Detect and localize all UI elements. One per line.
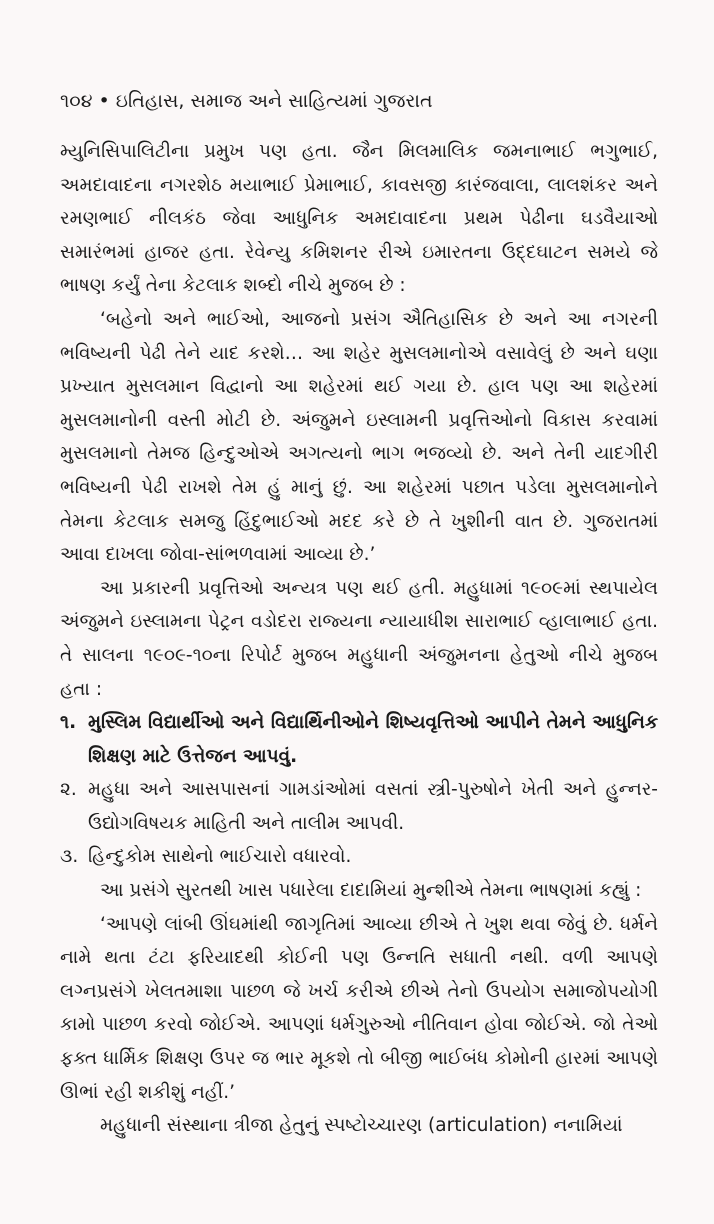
list-item-text: હિન્દુકોમ સાથેનો ભાઈચારો વધારવો. xyxy=(88,846,352,868)
list-item-number: ૧. xyxy=(60,712,77,734)
list-item-number: ૨. xyxy=(60,779,77,801)
header-separator: • xyxy=(98,90,110,112)
page-number: ૧૦૪ xyxy=(60,90,93,112)
running-header xyxy=(60,88,433,114)
paragraph-continuation: મ્યુનિસિપાલિટીના પ્રમુખ પણ હતા. જૈન મિલમાલિક જમનાભાઈ ભગુભાઈ, અમદાવાદના નગરશેઠ મયાભાઈ પ્રેમાભાઈ, કાવસજી કારંજવાલા, લાલશંકર અને રમણભાઈ નીલકંઠ જેવા આધુનિક અમદાવાદના પ્રથમ પેઢીના ઘડવૈયાઓ સમારંભમાં હાજર હતા. રેવેન્યુ કમિશનર રીએ ઇમારતના ઉદ્દઘાટન સમયે જે ભાષણ કર્યું તેના કેટલાક શબ્દો નીચે મુજબ છે : xyxy=(60,141,658,297)
list-item-text: મુસ્લિમ વિદ્યાર્થીઓ અને વિદ્યાર્થિનીઓને શિષ્યવૃત્તિઓ આપીને તેમને આધુનિક શિક્ષણ માટે ઉત્તેજન આપવું. xyxy=(88,712,658,767)
objectives-list xyxy=(60,706,658,874)
list-item xyxy=(60,773,658,840)
book-title: ઇતિહાસ, સમાજ અને સાહિત્યમાં ગુજરાત xyxy=(115,90,433,112)
list-item-number: ૩. xyxy=(60,846,79,868)
paragraph-surat-speech-intro: આ પ્રસંગે સુરતથી ખાસ પધારેલા દાદામિયાં મુન્શીએ તેમના ભાષણમાં કહ્યું : xyxy=(100,880,642,902)
list-item-text: મહુધા અને આસપાસનાં ગામડાંઓમાં વસતાં સ્ત્રી-પુરુષોને ખેતી અને હુન્નર-ઉદ્યોગવિષયક માહિતી અને તાલીમ આપવી. xyxy=(88,779,658,834)
body-text xyxy=(60,135,658,1143)
paragraph-mahudha-anjuman: આ પ્રકારની પ્રવૃત્તિઓ અન્યત્ર પણ થઈ હતી. મહુધામાં ૧૯૦૯માં સ્થપાયેલ અંજુમને ઇસ્લામના પેટ્રન વડોદરા રાજ્યના ન્યાયાધીશ સારાભાઈ વ્હાલાભાઈ હતા. તે સાલના ૧૯૦૯-૧૦ના રિપોર્ટ મુજબ મહુધાની અંજુમનના હેતુઓ નીચે મુજબ હતા : xyxy=(60,577,658,700)
quote-dadamiyan-munshi: ‘આપણે લાંબી ઊંઘમાંથી જાગૃતિમાં આવ્યા છીએ તે ખુશ થવા જેવું છે. ધર્મને નામે થતા ટંટા ફરિયાદથી કોઈની પણ ઉન્નતિ સધાતી નથી. વળી આપણે લગ્નપ્રસંગે ખેલતમાશા પાછળ જે ખર્ચ કરીએ છીએ તેનો ઉપયોગ સમાજોપયોગી કામો પાછળ કરવો જોઈએ. આપણાં ધર્મગુરુઓ નીતિવાન હોવા જોઈએ. જો તેઓ ફક્ત ધાર્મિક શિક્ષણ ઉપર જ ભાર મૂકશે તો બીજી ભાઈબંધ કોમોની હારમાં આપણે ઊભાં રહી શકીશું નહીં.’ xyxy=(60,913,658,1103)
list-item xyxy=(60,840,658,874)
paragraph-third-objective: મહુધાની સંસ્થાના ત્રીજા હેતુનું સ્પષ્ટોચ્ચારણ (articulation) નનામિયાં xyxy=(100,1115,623,1137)
list-item xyxy=(60,706,658,773)
quote-speech-revenue-commissioner: ‘બહેનો અને ભાઈઓ, આજનો પ્રસંગ ઐતિહાસિક છે અને આ નગરની ભવિષ્યની પેઢી તેને યાદ કરશે… આ શહેર મુસલમાનોએ વસાવેલું છે અને ઘણા પ્રખ્યાત મુસલમાન વિદ્વાનો આ શહેરમાં થઈ ગયા છે. હાલ પણ આ શહેરમાં મુસલમાનોની વસ્તી મોટી છે. અંજુમને ઇસ્લામની પ્રવૃત્તિઓનો વિકાસ કરવામાં મુસલમાનો તેમજ હિન્દુઓએ અગત્યનો ભાગ ભજવ્યો છે. અને તેની યાદગીરી ભવિષ્યની પેઢી રાખશે તેમ હું માનું છું. આ શહેરમાં પછાત પડેલા મુસલમાનોને તેમના કેટલાક સમજુ હિંદુભાઈઓ મદદ કરે છે તે ખુશીની વાત છે. ગુજરાતમાં આવા દાખલા જોવા-સાંભળવામાં આવ્યા છે.’ xyxy=(60,308,658,566)
